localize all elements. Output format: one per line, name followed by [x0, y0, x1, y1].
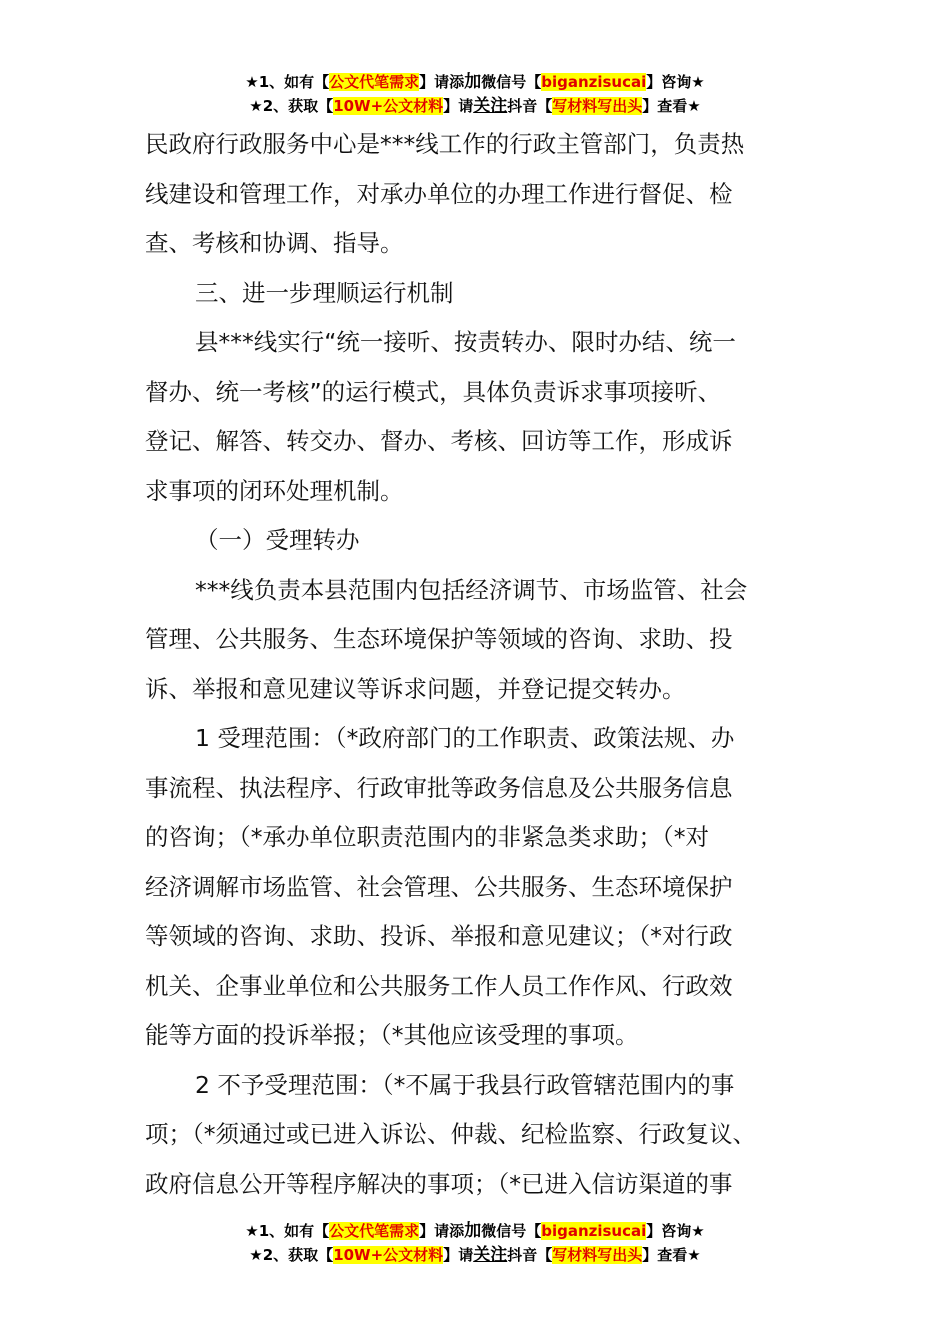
body-line: 的咨询；（*承办单位职责范围内的非紧急类求助；（*对	[145, 823, 709, 851]
document-body	[145, 120, 810, 1209]
body-line: 机关、企事业单位和公共服务工作人员工作作风、行政效	[145, 971, 733, 1000]
banner-text: 加	[464, 1221, 482, 1241]
body-line: 政府信息公开等程序解决的事项；（*已进入信访渠道的事	[145, 1169, 733, 1198]
highlight-text: 10W+公文材料	[333, 1246, 444, 1264]
banner-text: ★1、如有【	[245, 73, 330, 91]
banner-text: 微信号【	[481, 1222, 542, 1240]
banner-text: 抖音【	[507, 97, 553, 115]
banner-text: 抖音【	[507, 1246, 553, 1264]
body-line: 民政府行政服务中心是***线工作的行政主管部门，负责热	[145, 130, 745, 158]
banner-text: 加	[464, 72, 482, 92]
banner-line-1	[0, 70, 950, 94]
highlight-text: biganzisucai	[541, 1222, 647, 1240]
body-line: 登记、解答、转交办、督办、考核、回访等工作，形成诉	[145, 427, 733, 455]
body-line: 查、考核和协调、指导。	[145, 229, 404, 257]
body-line: 1 受理范围：（*政府部门的工作职责、政策法规、办	[195, 724, 735, 752]
banner-text: 】请	[443, 97, 474, 115]
body-line: 线建设和管理工作，对承办单位的办理工作进行督促、检	[145, 179, 733, 208]
body-line: 等领域的咨询、求助、投诉、举报和意见建议；（*对行政	[145, 922, 733, 950]
body-line: 县***线实行“统一接听、按责转办、限时办结、统一	[195, 328, 736, 356]
banner-text: 关注	[473, 1245, 508, 1265]
highlight-text: biganzisucai	[541, 73, 647, 91]
highlight-text: 写材料写出头	[552, 1246, 643, 1264]
banner-line-2	[0, 94, 950, 118]
banner-text: ★2、获取【	[249, 1246, 334, 1264]
banner-text: 关注	[473, 96, 508, 116]
body-line: 能等方面的投诉举报；（*其他应该受理的事项。	[145, 1021, 639, 1049]
banner-text: ★1、如有【	[245, 1222, 330, 1240]
section-heading: 三、进一步理顺运行机制	[195, 278, 454, 307]
body-line: 诉、举报和意见建议等诉求问题，并登记提交转办。	[145, 674, 686, 703]
banner-text: 微信号【	[481, 73, 542, 91]
body-line: 督办、统一考核”的运行模式，具体负责诉求事项接听、	[145, 377, 722, 406]
body-line: 事流程、执法程序、行政审批等政务信息及公共服务信息	[145, 773, 733, 802]
highlight-text: 公文代笔需求	[329, 73, 420, 91]
banner-text: 】查看★	[642, 97, 701, 115]
banner-text: 】咨询★	[646, 73, 705, 91]
body-line: ***线负责本县范围内包括经济调节、市场监管、社会	[195, 575, 748, 604]
highlight-text: 10W+公文材料	[333, 97, 444, 115]
body-line: 管理、公共服务、生态环境保护等领域的咨询、求助、投	[145, 625, 733, 653]
banner-text: 】查看★	[642, 1246, 701, 1264]
body-line: 项；（*须通过或已进入诉讼、仲裁、纪检监察、行政复议、	[145, 1120, 756, 1148]
banner-text: 】咨询★	[646, 1222, 705, 1240]
header-banner	[0, 70, 950, 118]
banner-text: 】请添	[419, 1222, 465, 1240]
footer-banner	[0, 1219, 950, 1267]
body-line: 求事项的闭环处理机制。	[145, 476, 404, 505]
subsection-heading: （一）受理转办	[195, 526, 360, 554]
highlight-text: 公文代笔需求	[329, 1222, 420, 1240]
body-line: 经济调解市场监管、社会管理、公共服务、生态环境保护	[145, 872, 733, 901]
banner-text: 】请添	[419, 73, 465, 91]
banner-line-1	[0, 1219, 950, 1243]
highlight-text: 写材料写出头	[552, 97, 643, 115]
body-line: 2 不予受理范围：（*不属于我县行政管辖范围内的事	[195, 1070, 735, 1099]
banner-text: 】请	[443, 1246, 474, 1264]
banner-line-2	[0, 1243, 950, 1267]
banner-text: ★2、获取【	[249, 97, 334, 115]
